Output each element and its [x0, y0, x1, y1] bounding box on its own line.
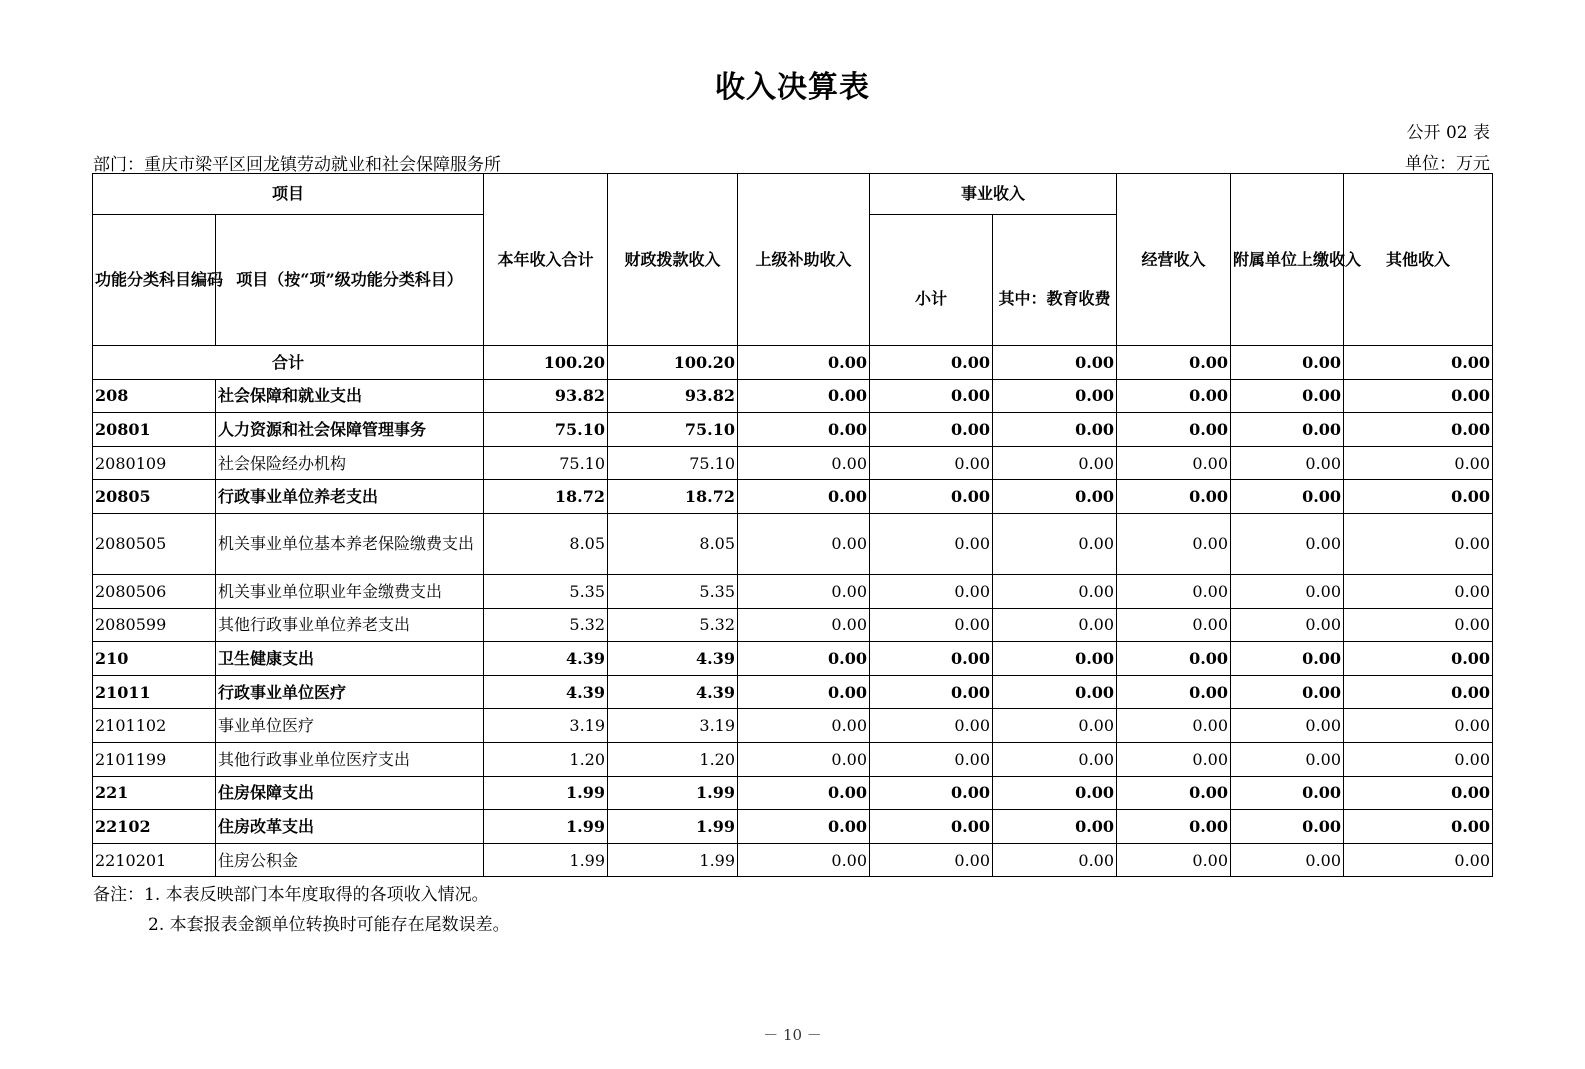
row-name: 住房保障支出 [216, 776, 484, 810]
cell-fiscal: 100.20 [608, 346, 738, 380]
cell-subtotal: 0.00 [870, 513, 993, 574]
cell-fiscal: 75.10 [608, 446, 738, 480]
row-name: 住房公积金 [216, 843, 484, 877]
row-code: 2210201 [93, 843, 216, 877]
cell-fiscal: 93.82 [608, 379, 738, 413]
row-name: 社会保障和就业支出 [216, 379, 484, 413]
cell-total-income: 1.99 [484, 843, 608, 877]
cell-operating: 0.00 [1117, 810, 1231, 844]
income-table [92, 173, 1493, 877]
cell-affiliated: 0.00 [1231, 480, 1344, 514]
cell-affiliated: 0.00 [1231, 346, 1344, 380]
cell-fiscal: 1.99 [608, 776, 738, 810]
cell-fiscal: 5.32 [608, 608, 738, 642]
header-superior-subsidy: 上级补助收入 [738, 174, 870, 346]
cell-subtotal: 0.00 [870, 480, 993, 514]
cell-operating: 0.00 [1117, 346, 1231, 380]
cell-operating: 0.00 [1117, 379, 1231, 413]
header-operating: 经营收入 [1117, 174, 1231, 346]
cell-education-fee: 0.00 [993, 446, 1117, 480]
cell-education-fee: 0.00 [993, 346, 1117, 380]
cell-superior-subsidy: 0.00 [738, 810, 870, 844]
cell-total-income: 18.72 [484, 480, 608, 514]
row-code: 2080505 [93, 513, 216, 574]
row-code: 2080109 [93, 446, 216, 480]
cell-fiscal: 5.35 [608, 574, 738, 608]
cell-affiliated: 0.00 [1231, 642, 1344, 676]
cell-education-fee: 0.00 [993, 675, 1117, 709]
table-row [93, 513, 1493, 574]
cell-affiliated: 0.00 [1231, 709, 1344, 743]
header-item-group: 项目 [93, 174, 484, 215]
table-row [93, 608, 1493, 642]
table-row [93, 843, 1493, 877]
cell-operating: 0.00 [1117, 480, 1231, 514]
table-number: 公开 02 表 [1406, 123, 1490, 143]
cell-education-fee: 0.00 [993, 642, 1117, 676]
header-total-income: 本年收入合计 [484, 174, 608, 346]
cell-affiliated: 0.00 [1231, 379, 1344, 413]
cell-superior-subsidy: 0.00 [738, 513, 870, 574]
table-row [93, 776, 1493, 810]
row-name: 机关事业单位职业年金缴费支出 [216, 574, 484, 608]
cell-affiliated: 0.00 [1231, 776, 1344, 810]
table-row [93, 642, 1493, 676]
cell-superior-subsidy: 0.00 [738, 675, 870, 709]
cell-operating: 0.00 [1117, 776, 1231, 810]
table-row [93, 675, 1493, 709]
cell-superior-subsidy: 0.00 [738, 480, 870, 514]
report-title: 收入决算表 [715, 70, 870, 105]
row-code: 208 [93, 379, 216, 413]
cell-total-income: 1.99 [484, 776, 608, 810]
notes [93, 880, 510, 940]
cell-education-fee: 0.00 [993, 608, 1117, 642]
cell-subtotal: 0.00 [870, 642, 993, 676]
cell-superior-subsidy: 0.00 [738, 709, 870, 743]
header-subtotal: 小计 [870, 215, 993, 346]
cell-fiscal: 18.72 [608, 480, 738, 514]
header-item-name: 项目（按“项”级功能分类科目） [216, 215, 484, 346]
cell-superior-subsidy: 0.00 [738, 574, 870, 608]
cell-education-fee: 0.00 [993, 480, 1117, 514]
cell-education-fee: 0.00 [993, 413, 1117, 447]
cell-education-fee: 0.00 [993, 513, 1117, 574]
department-label: 部门：重庆市梁平区回龙镇劳动就业和社会保障服务所 [93, 155, 501, 175]
cell-superior-subsidy: 0.00 [738, 446, 870, 480]
cell-other: 0.00 [1344, 574, 1493, 608]
row-code: 2080506 [93, 574, 216, 608]
cell-fiscal: 1.20 [608, 742, 738, 776]
cell-other: 0.00 [1344, 513, 1493, 574]
cell-other: 0.00 [1344, 413, 1493, 447]
row-name: 事业单位医疗 [216, 709, 484, 743]
cell-education-fee: 0.00 [993, 810, 1117, 844]
cell-superior-subsidy: 0.00 [738, 413, 870, 447]
table-row [93, 810, 1493, 844]
cell-other: 0.00 [1344, 776, 1493, 810]
cell-affiliated: 0.00 [1231, 574, 1344, 608]
cell-superior-subsidy: 0.00 [738, 742, 870, 776]
cell-total-income: 1.99 [484, 810, 608, 844]
cell-other: 0.00 [1344, 446, 1493, 480]
cell-fiscal: 8.05 [608, 513, 738, 574]
cell-subtotal: 0.00 [870, 675, 993, 709]
cell-subtotal: 0.00 [870, 608, 993, 642]
cell-subtotal: 0.00 [870, 709, 993, 743]
cell-operating: 0.00 [1117, 608, 1231, 642]
row-code: 2101199 [93, 742, 216, 776]
cell-other: 0.00 [1344, 843, 1493, 877]
cell-subtotal: 0.00 [870, 776, 993, 810]
cell-total-income: 8.05 [484, 513, 608, 574]
cell-operating: 0.00 [1117, 513, 1231, 574]
cell-fiscal: 4.39 [608, 675, 738, 709]
cell-subtotal: 0.00 [870, 810, 993, 844]
row-code: 21011 [93, 675, 216, 709]
header-education-fee: 其中：教育收费 [993, 215, 1117, 346]
cell-affiliated: 0.00 [1231, 843, 1344, 877]
table-header [93, 174, 1493, 346]
row-code: 20805 [93, 480, 216, 514]
row-code: 2080599 [93, 608, 216, 642]
cell-subtotal: 0.00 [870, 843, 993, 877]
cell-superior-subsidy: 0.00 [738, 642, 870, 676]
cell-affiliated: 0.00 [1231, 742, 1344, 776]
cell-total-income: 75.10 [484, 413, 608, 447]
unit-label: 单位：万元 [1405, 154, 1490, 174]
row-name: 人力资源和社会保障管理事务 [216, 413, 484, 447]
note-2: 2. 本套报表金额单位转换时可能存在尾数误差。 [148, 915, 510, 935]
cell-other: 0.00 [1344, 709, 1493, 743]
cell-other: 0.00 [1344, 346, 1493, 380]
row-name: 社会保险经办机构 [216, 446, 484, 480]
cell-superior-subsidy: 0.00 [738, 379, 870, 413]
row-name: 行政事业单位养老支出 [216, 480, 484, 514]
cell-education-fee: 0.00 [993, 742, 1117, 776]
page-number: － 10 － [763, 1026, 822, 1044]
cell-education-fee: 0.00 [993, 843, 1117, 877]
cell-superior-subsidy: 0.00 [738, 608, 870, 642]
cell-operating: 0.00 [1117, 675, 1231, 709]
header-other: 其他收入 [1344, 174, 1493, 346]
table-row [93, 446, 1493, 480]
cell-total-income: 4.39 [484, 642, 608, 676]
header-career-group: 事业收入 [870, 174, 1117, 215]
table-body [93, 346, 1493, 877]
cell-other: 0.00 [1344, 480, 1493, 514]
total-row [93, 346, 1493, 380]
cell-superior-subsidy: 0.00 [738, 776, 870, 810]
row-name: 机关事业单位基本养老保险缴费支出 [216, 513, 484, 574]
table-row [93, 379, 1493, 413]
cell-operating: 0.00 [1117, 413, 1231, 447]
cell-education-fee: 0.00 [993, 776, 1117, 810]
row-name: 行政事业单位医疗 [216, 675, 484, 709]
cell-subtotal: 0.00 [870, 574, 993, 608]
cell-other: 0.00 [1344, 675, 1493, 709]
cell-fiscal: 1.99 [608, 810, 738, 844]
row-name: 卫生健康支出 [216, 642, 484, 676]
cell-operating: 0.00 [1117, 843, 1231, 877]
cell-total-income: 100.20 [484, 346, 608, 380]
table-row [93, 742, 1493, 776]
cell-other: 0.00 [1344, 642, 1493, 676]
cell-operating: 0.00 [1117, 709, 1231, 743]
cell-other: 0.00 [1344, 810, 1493, 844]
cell-subtotal: 0.00 [870, 346, 993, 380]
cell-total-income: 75.10 [484, 446, 608, 480]
cell-total-income: 5.35 [484, 574, 608, 608]
cell-education-fee: 0.00 [993, 379, 1117, 413]
cell-operating: 0.00 [1117, 742, 1231, 776]
cell-fiscal: 4.39 [608, 642, 738, 676]
row-name: 其他行政事业单位医疗支出 [216, 742, 484, 776]
cell-fiscal: 3.19 [608, 709, 738, 743]
row-code: 20801 [93, 413, 216, 447]
row-name: 其他行政事业单位养老支出 [216, 608, 484, 642]
header-affiliated: 附属单位上缴收入 [1231, 174, 1344, 346]
cell-subtotal: 0.00 [870, 379, 993, 413]
cell-total-income: 3.19 [484, 709, 608, 743]
cell-affiliated: 0.00 [1231, 413, 1344, 447]
cell-other: 0.00 [1344, 379, 1493, 413]
cell-fiscal: 1.99 [608, 843, 738, 877]
row-name: 住房改革支出 [216, 810, 484, 844]
cell-total-income: 93.82 [484, 379, 608, 413]
cell-operating: 0.00 [1117, 446, 1231, 480]
header-func-code: 功能分类科目编码 [93, 215, 216, 346]
cell-subtotal: 0.00 [870, 413, 993, 447]
cell-total-income: 1.20 [484, 742, 608, 776]
cell-superior-subsidy: 0.00 [738, 843, 870, 877]
cell-subtotal: 0.00 [870, 446, 993, 480]
row-code: 221 [93, 776, 216, 810]
header-fiscal: 财政拨款收入 [608, 174, 738, 346]
row-code: 2101102 [93, 709, 216, 743]
cell-other: 0.00 [1344, 742, 1493, 776]
cell-fiscal: 75.10 [608, 413, 738, 447]
table-row [93, 709, 1493, 743]
cell-subtotal: 0.00 [870, 742, 993, 776]
cell-superior-subsidy: 0.00 [738, 346, 870, 380]
row-name: 合计 [93, 346, 484, 380]
table-row [93, 574, 1493, 608]
row-code: 210 [93, 642, 216, 676]
cell-total-income: 5.32 [484, 608, 608, 642]
cell-affiliated: 0.00 [1231, 675, 1344, 709]
cell-operating: 0.00 [1117, 574, 1231, 608]
table-row [93, 480, 1493, 514]
note-1: 备注：1. 本表反映部门本年度取得的各项收入情况。 [93, 885, 489, 905]
cell-education-fee: 0.00 [993, 709, 1117, 743]
cell-affiliated: 0.00 [1231, 513, 1344, 574]
cell-operating: 0.00 [1117, 642, 1231, 676]
cell-education-fee: 0.00 [993, 574, 1117, 608]
row-code: 22102 [93, 810, 216, 844]
cell-affiliated: 0.00 [1231, 608, 1344, 642]
table-row [93, 413, 1493, 447]
cell-affiliated: 0.00 [1231, 446, 1344, 480]
cell-affiliated: 0.00 [1231, 810, 1344, 844]
cell-total-income: 4.39 [484, 675, 608, 709]
cell-other: 0.00 [1344, 608, 1493, 642]
